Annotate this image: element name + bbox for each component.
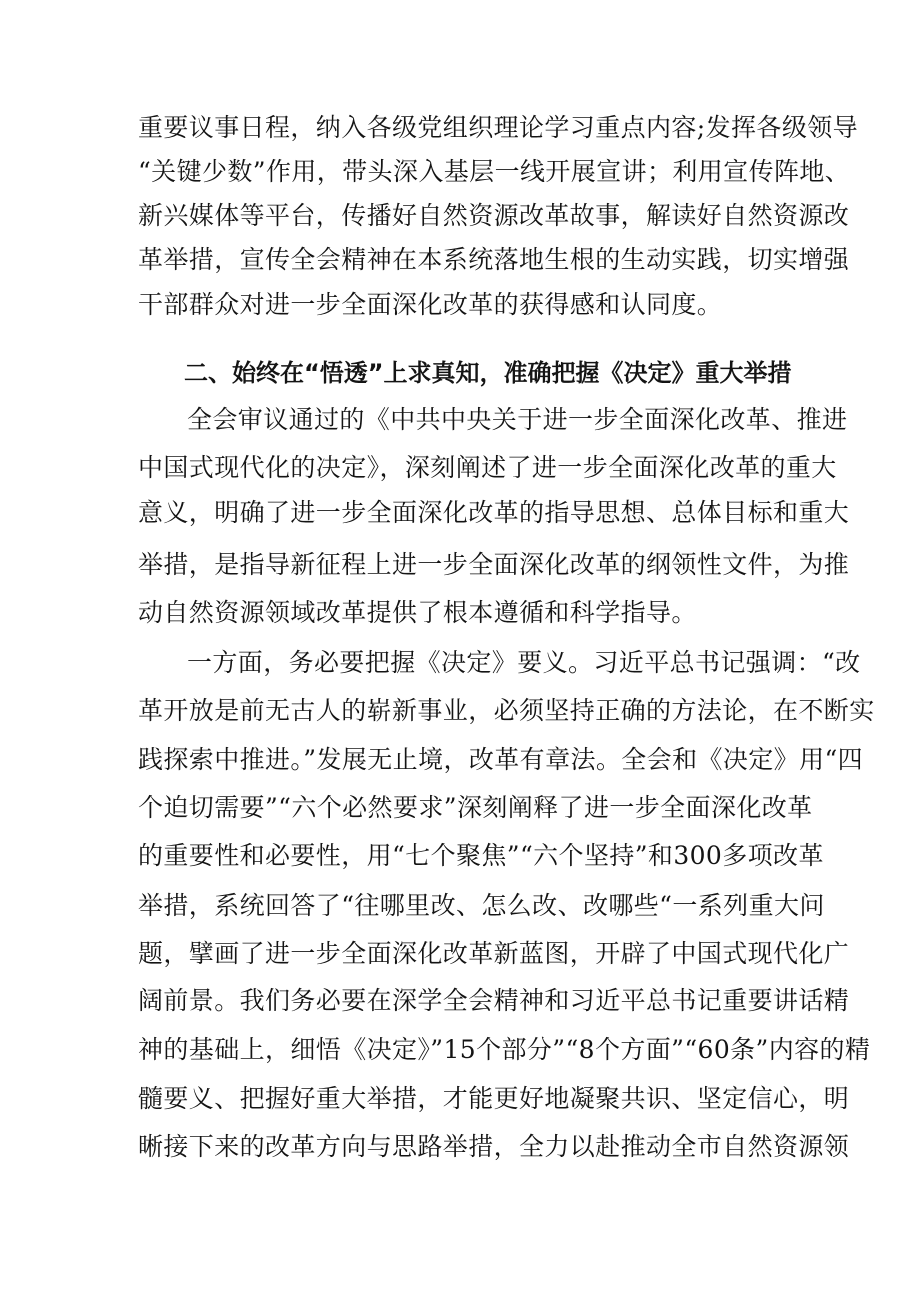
text-line: 神的基础上，细悟《决定》”15个部分”“8个方面”“60条”内容的精 xyxy=(138,1035,871,1064)
text-line: 意义，明确了进一步全面深化改革的指导思想、总体目标和重大 xyxy=(138,498,850,527)
text-line: 革举措，宣传全会精神在本系统落地生根的生动实践，切实增强 xyxy=(138,245,850,274)
text-line: 践探索中推进。”发展无止境，改革有章法。全会和《决定》用“四 xyxy=(138,745,864,774)
text-line: 重要议事日程，纳入各级党组织理论学习重点内容;发挥各级领导 xyxy=(138,113,859,142)
text-line: 举措，是指导新征程上进一步全面深化改革的纲领性文件，为推 xyxy=(138,550,850,579)
paragraph-first-line: 一方面，务必要把握《决定》要义。习近平总书记强调：“改 xyxy=(187,648,861,677)
text-line: 动自然资源领域改革提供了根本遵循和科学指导。 xyxy=(138,598,697,627)
text-line: 题，擘画了进一步全面深化改革新蓝图，开辟了中国式现代化广 xyxy=(138,939,850,968)
section-heading: 二、始终在“悟透”上求真知，准确把握《决定》重大举措 xyxy=(184,359,792,387)
text-line: 阔前景。我们务必要在深学全会精神和习近平总书记重要讲话精 xyxy=(138,986,850,1015)
text-line: 髓要义、把握好重大举措，才能更好地凝聚共识、坚定信心，明 xyxy=(138,1084,850,1113)
text-line: 的重要性和必要性，用“七个聚焦”“六个坚持”和300多项改革 xyxy=(138,841,824,870)
text-line: 个迫切需要”“六个必然要求”深刻阐释了进一步全面深化改革 xyxy=(138,793,813,822)
text-line: 晰接下来的改革方向与思路举措，全力以赴推动全市自然资源领 xyxy=(138,1132,850,1161)
text-line: 革开放是前无古人的崭新事业，必须坚持正确的方法论，在不断实 xyxy=(138,696,875,725)
text-line: 新兴媒体等平台，传播好自然资源改革故事，解读好自然资源改 xyxy=(138,201,850,230)
text-line: 举措，系统回答了“往哪里改、怎么改、改哪些“一系列重大问 xyxy=(138,891,825,920)
paragraph-first-line: 全会审议通过的《中共中央关于进一步全面深化改革、推进 xyxy=(187,405,848,434)
text-line: “关键少数”作用，带头深入基层一线开展宣讲；利用宣传阵地、 xyxy=(138,157,851,186)
text-line: 干部群众对进一步全面深化改革的获得感和认同度。 xyxy=(138,290,723,319)
text-line: 中国式现代化的决定》，深刻阐述了进一步全面深化改革的重大 xyxy=(138,453,837,482)
